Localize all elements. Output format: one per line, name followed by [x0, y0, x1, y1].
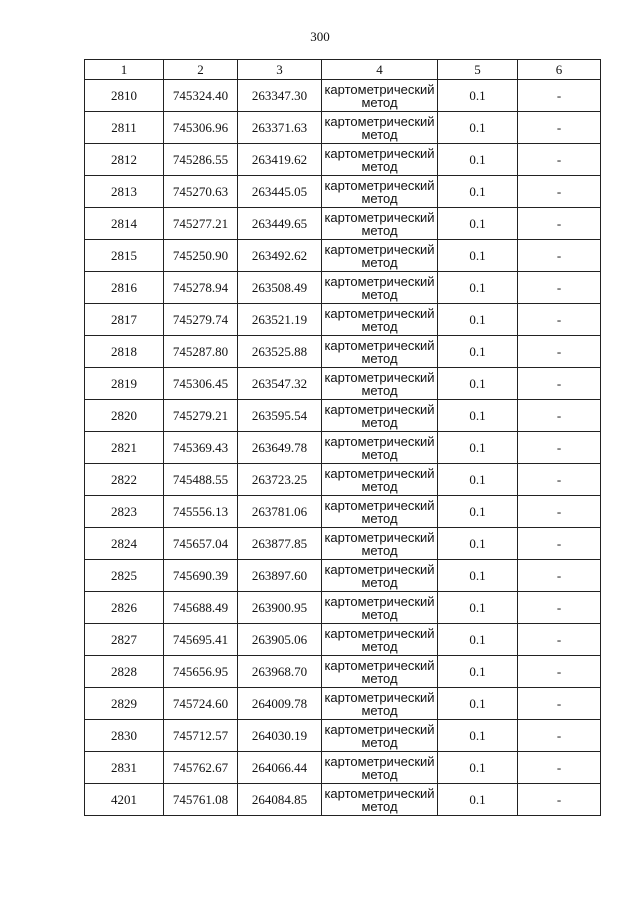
method-line-2: метод: [361, 254, 398, 270]
table-row: [85, 336, 601, 368]
accuracy-cell: 0.1: [438, 784, 518, 816]
column-header-5: 5: [438, 60, 518, 80]
column-header-1: 1: [85, 60, 164, 80]
method-line-1: картометрический: [324, 241, 435, 257]
coordinates-table: [84, 59, 601, 816]
table-row: [85, 144, 601, 176]
x-coordinate-cell: 745688.49: [164, 592, 238, 624]
accuracy-cell: 0.1: [438, 336, 518, 368]
method-line-2: метод: [361, 158, 398, 174]
method-cell: [322, 304, 438, 336]
table-row: [85, 528, 601, 560]
method-line-1: картометрический: [324, 593, 435, 609]
point-number-cell: 2816: [85, 272, 164, 304]
accuracy-cell: 0.1: [438, 688, 518, 720]
method-line-2: метод: [361, 222, 398, 238]
method-line-2: метод: [361, 670, 398, 686]
method-cell: [322, 720, 438, 752]
accuracy-cell: 0.1: [438, 560, 518, 592]
point-number-cell: 2830: [85, 720, 164, 752]
method-line-2: метод: [361, 702, 398, 718]
note-cell: -: [518, 336, 601, 368]
method-line-1: картометрический: [324, 145, 435, 161]
method-line-2: метод: [361, 318, 398, 334]
table-row: [85, 368, 601, 400]
table-row: [85, 176, 601, 208]
x-coordinate-cell: 745279.21: [164, 400, 238, 432]
method-line-2: метод: [361, 190, 398, 206]
method-cell: [322, 400, 438, 432]
accuracy-cell: 0.1: [438, 400, 518, 432]
method-cell: [322, 784, 438, 816]
method-line-2: метод: [361, 574, 398, 590]
note-cell: -: [518, 656, 601, 688]
method-line-1: картометрический: [324, 369, 435, 385]
method-line-1: картометрический: [324, 209, 435, 225]
x-coordinate-cell: 745690.39: [164, 560, 238, 592]
note-cell: -: [518, 560, 601, 592]
x-coordinate-cell: 745278.94: [164, 272, 238, 304]
y-coordinate-cell: 263371.63: [238, 112, 322, 144]
method-line-1: картометрический: [324, 305, 435, 321]
y-coordinate-cell: 263525.88: [238, 336, 322, 368]
method-line-2: метод: [361, 798, 398, 814]
x-coordinate-cell: 745556.13: [164, 496, 238, 528]
method-cell: [322, 80, 438, 112]
note-cell: -: [518, 80, 601, 112]
x-coordinate-cell: 745306.96: [164, 112, 238, 144]
y-coordinate-cell: 263723.25: [238, 464, 322, 496]
accuracy-cell: 0.1: [438, 304, 518, 336]
point-number-cell: 2821: [85, 432, 164, 464]
method-cell: [322, 688, 438, 720]
method-line-1: картометрический: [324, 753, 435, 769]
method-line-2: метод: [361, 478, 398, 494]
table-header-row: [85, 60, 601, 80]
accuracy-cell: 0.1: [438, 144, 518, 176]
point-number-cell: 2811: [85, 112, 164, 144]
method-line-2: метод: [361, 510, 398, 526]
x-coordinate-cell: 745306.45: [164, 368, 238, 400]
method-line-1: картометрический: [324, 81, 435, 97]
point-number-cell: 2823: [85, 496, 164, 528]
table-row: [85, 464, 601, 496]
accuracy-cell: 0.1: [438, 80, 518, 112]
y-coordinate-cell: 263595.54: [238, 400, 322, 432]
point-number-cell: 2822: [85, 464, 164, 496]
method-line-1: картометрический: [324, 433, 435, 449]
accuracy-cell: 0.1: [438, 720, 518, 752]
y-coordinate-cell: 263877.85: [238, 528, 322, 560]
y-coordinate-cell: 264066.44: [238, 752, 322, 784]
accuracy-cell: 0.1: [438, 432, 518, 464]
method-cell: [322, 656, 438, 688]
point-number-cell: 2814: [85, 208, 164, 240]
method-cell: [322, 432, 438, 464]
point-number-cell: 2812: [85, 144, 164, 176]
point-number-cell: 2815: [85, 240, 164, 272]
method-line-1: картометрический: [324, 529, 435, 545]
x-coordinate-cell: 745279.74: [164, 304, 238, 336]
method-line-1: картометрический: [324, 465, 435, 481]
x-coordinate-cell: 745657.04: [164, 528, 238, 560]
method-line-2: метод: [361, 542, 398, 558]
y-coordinate-cell: 263900.95: [238, 592, 322, 624]
note-cell: -: [518, 688, 601, 720]
x-coordinate-cell: 745712.57: [164, 720, 238, 752]
method-line-1: картометрический: [324, 337, 435, 353]
point-number-cell: 2825: [85, 560, 164, 592]
y-coordinate-cell: 264009.78: [238, 688, 322, 720]
method-cell: [322, 176, 438, 208]
method-line-2: метод: [361, 94, 398, 110]
note-cell: -: [518, 144, 601, 176]
accuracy-cell: 0.1: [438, 656, 518, 688]
table-body: [85, 80, 601, 816]
accuracy-cell: 0.1: [438, 528, 518, 560]
table-row: [85, 432, 601, 464]
note-cell: -: [518, 624, 601, 656]
note-cell: -: [518, 240, 601, 272]
accuracy-cell: 0.1: [438, 112, 518, 144]
point-number-cell: 2820: [85, 400, 164, 432]
table-row: [85, 752, 601, 784]
method-line-1: картометрический: [324, 657, 435, 673]
table-row: [85, 720, 601, 752]
x-coordinate-cell: 745656.95: [164, 656, 238, 688]
point-number-cell: 2810: [85, 80, 164, 112]
y-coordinate-cell: 263547.32: [238, 368, 322, 400]
y-coordinate-cell: 263492.62: [238, 240, 322, 272]
note-cell: -: [518, 496, 601, 528]
method-line-2: метод: [361, 414, 398, 430]
accuracy-cell: 0.1: [438, 752, 518, 784]
note-cell: -: [518, 304, 601, 336]
table-row: [85, 208, 601, 240]
method-cell: [322, 752, 438, 784]
method-line-1: картометрический: [324, 273, 435, 289]
note-cell: -: [518, 400, 601, 432]
x-coordinate-cell: 745287.80: [164, 336, 238, 368]
note-cell: -: [518, 208, 601, 240]
y-coordinate-cell: 263781.06: [238, 496, 322, 528]
column-header-4: 4: [322, 60, 438, 80]
method-line-1: картометрический: [324, 113, 435, 129]
method-cell: [322, 560, 438, 592]
table-row: [85, 272, 601, 304]
method-cell: [322, 240, 438, 272]
table-row: [85, 624, 601, 656]
note-cell: -: [518, 368, 601, 400]
note-cell: -: [518, 784, 601, 816]
y-coordinate-cell: 263449.65: [238, 208, 322, 240]
x-coordinate-cell: 745761.08: [164, 784, 238, 816]
method-line-2: метод: [361, 446, 398, 462]
y-coordinate-cell: 264084.85: [238, 784, 322, 816]
accuracy-cell: 0.1: [438, 240, 518, 272]
method-cell: [322, 464, 438, 496]
page-number: 300: [310, 29, 330, 44]
method-cell: [322, 592, 438, 624]
note-cell: -: [518, 464, 601, 496]
method-line-2: метод: [361, 286, 398, 302]
x-coordinate-cell: 745695.41: [164, 624, 238, 656]
point-number-cell: 2829: [85, 688, 164, 720]
y-coordinate-cell: 263649.78: [238, 432, 322, 464]
x-coordinate-cell: 745324.40: [164, 80, 238, 112]
method-line-2: метод: [361, 126, 398, 142]
point-number-cell: 2819: [85, 368, 164, 400]
y-coordinate-cell: 263419.62: [238, 144, 322, 176]
table-row: [85, 80, 601, 112]
method-line-2: метод: [361, 382, 398, 398]
accuracy-cell: 0.1: [438, 592, 518, 624]
method-cell: [322, 336, 438, 368]
method-line-1: картометрический: [324, 689, 435, 705]
method-cell: [322, 272, 438, 304]
accuracy-cell: 0.1: [438, 464, 518, 496]
method-line-1: картометрический: [324, 497, 435, 513]
table-row: [85, 784, 601, 816]
note-cell: -: [518, 720, 601, 752]
method-cell: [322, 496, 438, 528]
x-coordinate-cell: 745724.60: [164, 688, 238, 720]
y-coordinate-cell: 263347.30: [238, 80, 322, 112]
method-cell: [322, 112, 438, 144]
point-number-cell: 2828: [85, 656, 164, 688]
point-number-cell: 2818: [85, 336, 164, 368]
point-number-cell: 2813: [85, 176, 164, 208]
method-cell: [322, 624, 438, 656]
point-number-cell: 2824: [85, 528, 164, 560]
note-cell: -: [518, 592, 601, 624]
accuracy-cell: 0.1: [438, 272, 518, 304]
y-coordinate-cell: 263445.05: [238, 176, 322, 208]
method-cell: [322, 208, 438, 240]
x-coordinate-cell: 745762.67: [164, 752, 238, 784]
note-cell: -: [518, 176, 601, 208]
accuracy-cell: 0.1: [438, 496, 518, 528]
accuracy-cell: 0.1: [438, 208, 518, 240]
note-cell: -: [518, 432, 601, 464]
note-cell: -: [518, 528, 601, 560]
accuracy-cell: 0.1: [438, 176, 518, 208]
x-coordinate-cell: 745286.55: [164, 144, 238, 176]
table-row: [85, 656, 601, 688]
point-number-cell: 2827: [85, 624, 164, 656]
y-coordinate-cell: 263521.19: [238, 304, 322, 336]
method-line-2: метод: [361, 606, 398, 622]
x-coordinate-cell: 745488.55: [164, 464, 238, 496]
point-number-cell: 2826: [85, 592, 164, 624]
y-coordinate-cell: 263905.06: [238, 624, 322, 656]
point-number-cell: 2831: [85, 752, 164, 784]
column-header-2: 2: [164, 60, 238, 80]
method-cell: [322, 368, 438, 400]
table-row: [85, 112, 601, 144]
table-row: [85, 496, 601, 528]
note-cell: -: [518, 272, 601, 304]
x-coordinate-cell: 745277.21: [164, 208, 238, 240]
method-cell: [322, 528, 438, 560]
note-cell: -: [518, 112, 601, 144]
y-coordinate-cell: 263897.60: [238, 560, 322, 592]
y-coordinate-cell: 264030.19: [238, 720, 322, 752]
method-line-2: метод: [361, 766, 398, 782]
method-line-1: картометрический: [324, 785, 435, 801]
accuracy-cell: 0.1: [438, 624, 518, 656]
point-number-cell: 4201: [85, 784, 164, 816]
column-header-3: 3: [238, 60, 322, 80]
table-row: [85, 304, 601, 336]
y-coordinate-cell: 263508.49: [238, 272, 322, 304]
method-line-1: картометрический: [324, 625, 435, 641]
method-line-2: метод: [361, 350, 398, 366]
table-row: [85, 240, 601, 272]
method-line-2: метод: [361, 734, 398, 750]
table-row: [85, 560, 601, 592]
method-line-1: картометрический: [324, 721, 435, 737]
column-header-6: 6: [518, 60, 601, 80]
x-coordinate-cell: 745250.90: [164, 240, 238, 272]
x-coordinate-cell: 745369.43: [164, 432, 238, 464]
point-number-cell: 2817: [85, 304, 164, 336]
method-line-2: метод: [361, 638, 398, 654]
x-coordinate-cell: 745270.63: [164, 176, 238, 208]
method-line-1: картометрический: [324, 401, 435, 417]
y-coordinate-cell: 263968.70: [238, 656, 322, 688]
note-cell: -: [518, 752, 601, 784]
table-row: [85, 592, 601, 624]
table-row: [85, 400, 601, 432]
method-line-1: картометрический: [324, 177, 435, 193]
accuracy-cell: 0.1: [438, 368, 518, 400]
method-line-1: картометрический: [324, 561, 435, 577]
table-row: [85, 688, 601, 720]
method-cell: [322, 144, 438, 176]
